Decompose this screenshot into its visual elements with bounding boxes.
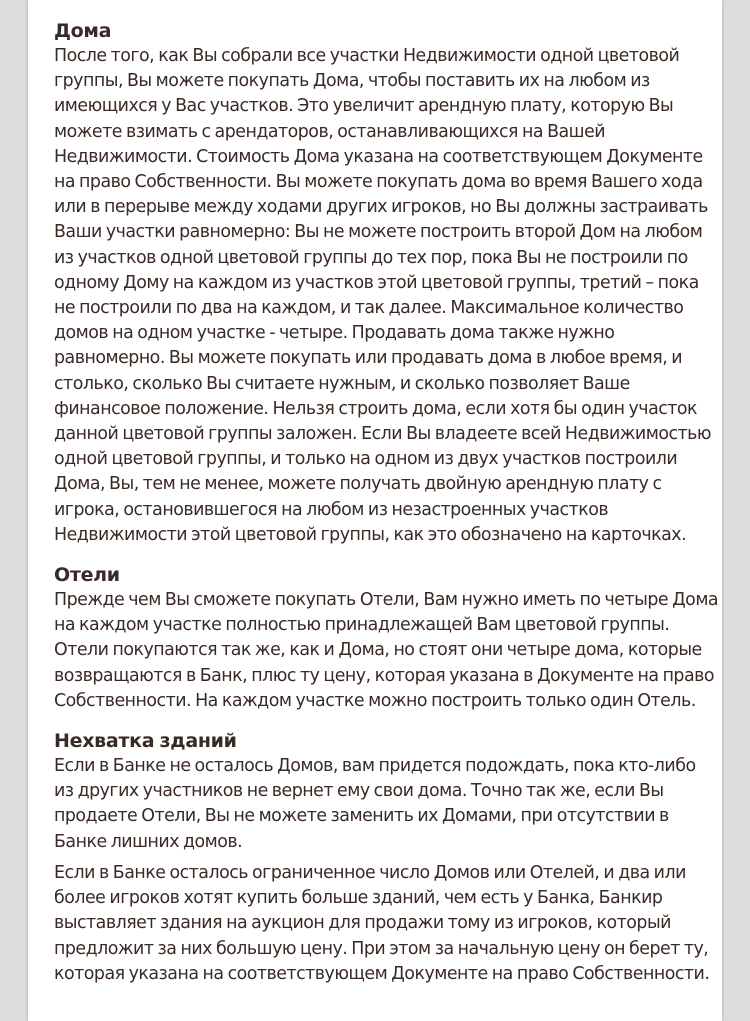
document-page (28, 0, 722, 1021)
section-paragraph: После того, как Вы собрали все участки Недвижимости одной цветовой группы, Вы можете покупать Дома, чтобы поставить их на любом из имеющихся у Вас участков. Это увеличит арендную плату, которую Вы можете взимать с арендаторов, останавливающихся на Вашей Недвижимости. Стоимость Дома указана на соответствующем Документе на право Собственности. Вы можете покупать дома во время Вашего хода или в перерыве между ходами других игроков, но Вы должны застраивать Ваши участки равномерно: Вы не можете построить второй Дом на любом из участков одной цветовой группы до тех пор, пока Вы не построили по одному Дому на каждом из участков этой цветовой группы, третий – пока не построили по два на каждом, и так далее. Максимальное количество домов на одном участке - четыре. Продавать дома также нужно равномерно. Вы можете покупать или продавать дома в любое время, и столько, сколько Вы считаете нужным, и сколько позволяет Ваше финансовое положение. Нельзя строить дома, если хотя бы один участок данной цветовой группы заложен. Если Вы владеете всей Недвижимостью одной цветовой группы, и только на одном из двух участков построили Дома, Вы, тем не менее, можете получать двойную арендную плату с игрока, остановившегося на любом из незастроенных участков Недвижимости этой цветовой группы, как это обозначено на карточках. (54, 46, 712, 545)
section-paragraph: Если в Банке осталось ограниченное число Домов или Отелей, и два или более игроков хотят купить больше зданий, чем есть у Банка, Банкир выставляет здания на аукцион для продажи тому из игроков, который предложит за них большую цену. При этом за начальную цену он берет ту, которая указана на соответствующем Документе на право Собственности. (54, 862, 710, 984)
section-houses (54, 18, 719, 548)
rules-content (54, 18, 719, 1001)
section-building-shortage (54, 728, 719, 987)
section-heading: Дома (54, 20, 112, 42)
section-heading: Нехватка зданий (54, 730, 237, 753)
section-paragraph: Если в Банке не осталось Домов, вам придется подождать, пока кто-либо из других участников не вернет ему свои дома. Точно так же, если Вы продаете Отели, Вы не можете заменить их Домами, при отсутствии в Банке лишних домов. (54, 756, 696, 852)
section-heading: Отели (54, 564, 120, 587)
section-paragraph: Прежде чем Вы сможете покупать Отели, Вам нужно иметь по четыре Дома на каждом участке полностью принадлежащей Вам цветовой группы. Отели покупаются так же, как и Дома, но стоят они четыре дома, которые возвращаются в Банк, плюс ту цену, которая указана в Документе на право Собственности. На каждом участке можно построить только один Отель. (54, 590, 719, 711)
section-hotels (54, 562, 719, 714)
